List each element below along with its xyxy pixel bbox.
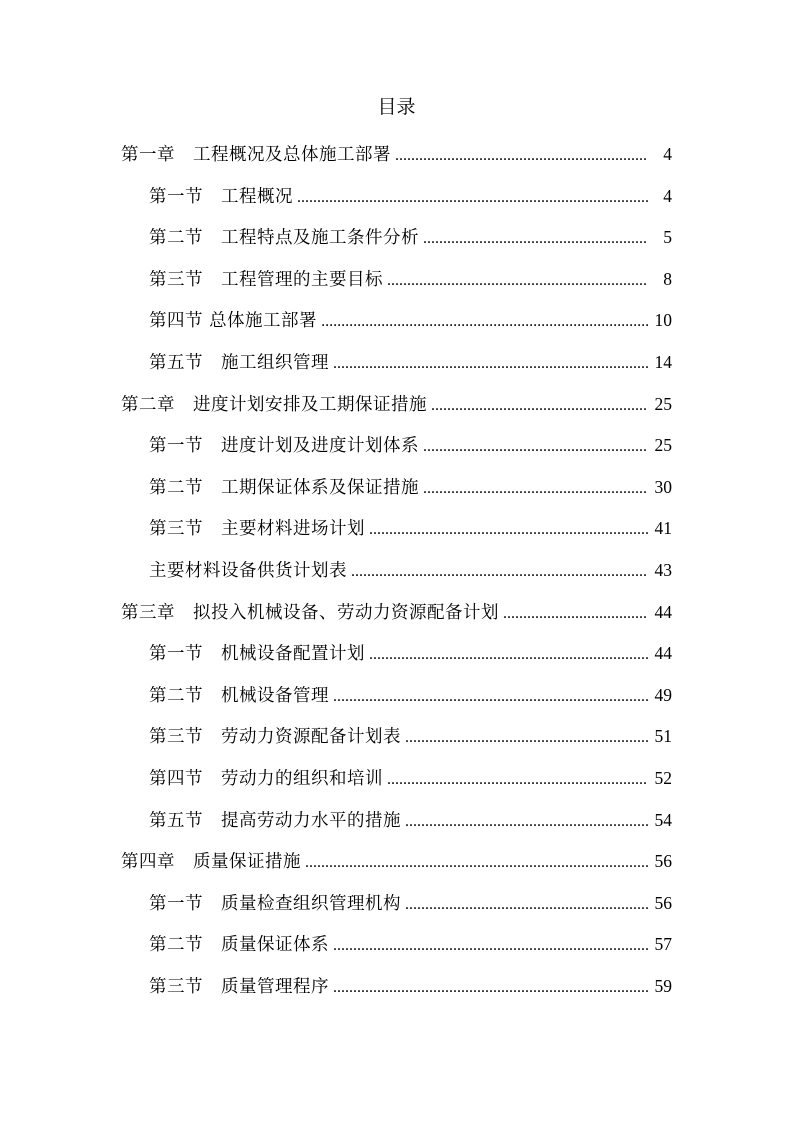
- toc-dot-leader: [333, 347, 648, 381]
- toc-entry-text: 第四章 质量保证措施: [121, 852, 301, 873]
- toc-page-number: 8: [663, 268, 672, 289]
- toc-entry-text: 第三章 拟投入机械设备、劳动力资源配备计划: [121, 602, 499, 623]
- toc-chapter-entry[interactable]: [0, 137, 793, 179]
- toc-section-entry[interactable]: [0, 345, 793, 387]
- toc-entry-text: 第五节 施工组织管理: [149, 352, 329, 373]
- toc-section-entry[interactable]: [0, 511, 793, 553]
- toc-dot-leader: [503, 597, 648, 631]
- toc-entry-text: 第三节 工程管理的主要目标: [149, 269, 383, 290]
- toc-dot-leader: [333, 929, 648, 963]
- toc-entry-text: 第四节 劳动力的组织和培训: [149, 768, 383, 789]
- toc-page-number: 25: [654, 435, 672, 456]
- toc-entry-text: 第一节 质量检查组织管理机构: [149, 893, 401, 914]
- toc-page-number: 56: [654, 892, 672, 913]
- toc-entry-text: 第五节 提高劳动力水平的措施: [149, 810, 401, 831]
- toc-entry-text: 第三节 质量管理程序: [149, 976, 329, 997]
- toc-section-entry[interactable]: [0, 636, 793, 678]
- toc-page-number: 52: [654, 767, 672, 788]
- toc-dot-leader: [405, 805, 648, 839]
- toc-dot-leader: [395, 139, 648, 173]
- toc-chapter-entry[interactable]: [0, 387, 793, 429]
- toc-page-number: 49: [654, 684, 672, 705]
- toc-dot-leader: [333, 680, 648, 714]
- toc-dot-leader: [369, 513, 648, 547]
- toc-section-entry[interactable]: [0, 678, 793, 720]
- toc-title: 目录: [377, 96, 416, 118]
- toc-page-number: 41: [654, 518, 672, 539]
- toc-entry-text: 第一节 进度计划及进度计划体系: [149, 436, 419, 457]
- toc-dot-leader: [387, 264, 648, 298]
- toc-section-entry[interactable]: [0, 969, 793, 1011]
- toc-dot-leader: [333, 971, 648, 1005]
- toc-dot-leader: [405, 888, 648, 922]
- toc-page-number: 44: [654, 601, 672, 622]
- toc-entry-text: 第二节 工期保证体系及保证措施: [149, 477, 419, 498]
- toc-dot-leader: [423, 472, 648, 506]
- toc-section-entry[interactable]: [0, 553, 793, 595]
- toc-dot-leader: [423, 430, 648, 464]
- toc-entry-text: 第二章 进度计划安排及工期保证措施: [121, 394, 427, 415]
- toc-page-number: 56: [654, 851, 672, 872]
- toc-section-entry[interactable]: [0, 428, 793, 470]
- toc-page-number: 57: [654, 934, 672, 955]
- toc-section-entry[interactable]: [0, 470, 793, 512]
- toc-page-number: 51: [654, 726, 672, 747]
- toc-section-entry[interactable]: [0, 886, 793, 928]
- toc-entry-text: 主要材料设备供货计划表: [149, 560, 347, 581]
- toc-entry-text: 第四节 总体施工部署: [149, 311, 318, 332]
- toc-section-entry[interactable]: [0, 262, 793, 304]
- toc-dot-leader: [431, 389, 648, 423]
- toc-dot-leader: [351, 555, 648, 589]
- toc-dot-leader: [305, 846, 648, 880]
- toc-section-entry[interactable]: [0, 303, 793, 345]
- toc-dot-leader: [321, 305, 648, 339]
- toc-entry-text: 第一章 工程概况及总体施工部署: [121, 145, 391, 165]
- toc-page-number: 30: [654, 476, 672, 497]
- toc-section-entry[interactable]: [0, 220, 793, 262]
- toc-entry-text: 第三节 主要材料进场计划: [149, 519, 365, 540]
- toc-entry-text: 第一节 工程概况: [149, 186, 293, 207]
- toc-section-entry[interactable]: [0, 179, 793, 221]
- toc-section-entry[interactable]: [0, 719, 793, 761]
- toc-section-entry[interactable]: [0, 927, 793, 969]
- toc-dot-leader: [405, 721, 648, 755]
- toc-page-number: 5: [663, 227, 672, 248]
- toc-page-number: 59: [654, 975, 672, 996]
- toc-chapter-entry[interactable]: [0, 844, 793, 886]
- toc-page-number: 4: [663, 144, 672, 164]
- toc-entry-text: 第三节 劳动力资源配备计划表: [149, 727, 401, 748]
- toc-chapter-entry[interactable]: [0, 595, 793, 637]
- toc-dot-leader: [423, 222, 648, 256]
- toc-list: [0, 137, 793, 1010]
- toc-entry-text: 第二节 工程特点及施工条件分析: [149, 228, 419, 249]
- toc-page-number: 10: [654, 310, 672, 331]
- toc-page-number: 44: [654, 643, 672, 664]
- toc-dot-leader: [387, 763, 648, 797]
- toc-dot-leader: [297, 181, 648, 215]
- toc-entry-text: 第一节 机械设备配置计划: [149, 644, 365, 665]
- toc-dot-leader: [369, 638, 648, 672]
- toc-entry-text: 第二节 机械设备管理: [149, 685, 329, 706]
- toc-page-number: 43: [654, 559, 672, 580]
- toc-section-entry[interactable]: [0, 761, 793, 803]
- toc-page-number: 14: [654, 351, 672, 372]
- toc-entry-text: 第二节 质量保证体系: [149, 935, 329, 956]
- toc-page-number: 25: [654, 393, 672, 414]
- toc-page-number: 54: [654, 809, 672, 830]
- toc-section-entry[interactable]: [0, 803, 793, 845]
- toc-page-number: 4: [663, 185, 672, 206]
